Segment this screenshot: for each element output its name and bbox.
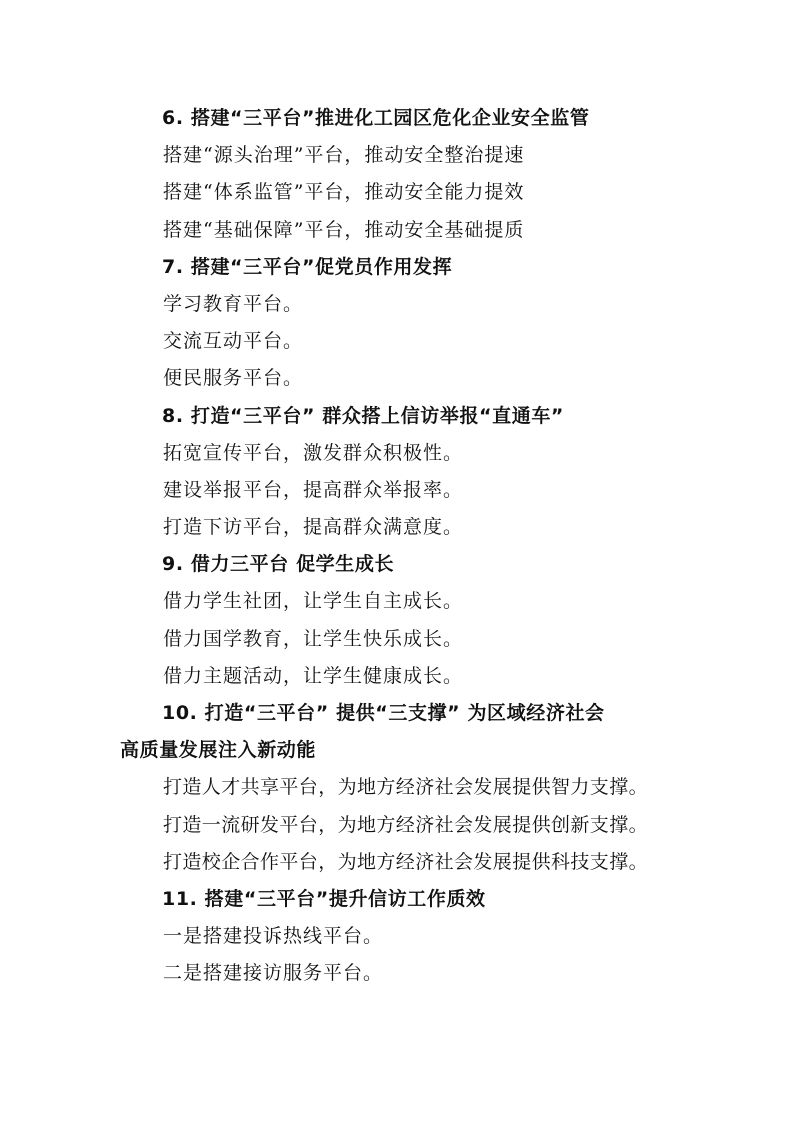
list-item: 打造校企合作平台，为地方经济社会发展提供科技支撑。 [163,850,649,873]
list-item: 搭建“体系监管”平台，推动安全能力提效 [163,181,525,204]
section-heading-10-continued: 高质量发展注入新动能 [120,739,317,762]
list-item: 一是搭建投诉热线平台。 [163,925,384,948]
list-item: 便民服务平台。 [163,367,304,390]
list-item: 建设举报平台，提高群众举报率。 [163,478,464,501]
section-heading-7: 7. 搭建“三平台”促党员作用发挥 [162,255,453,278]
list-item: 搭建“基础保障”平台，推动安全基础提质 [163,218,525,241]
list-item: 搭建“源头治理”平台，推动安全整治提速 [163,144,525,167]
list-item: 打造人才共享平台，为地方经济社会发展提供智力支撑。 [163,776,649,799]
list-item: 打造一流研发平台，为地方经济社会发展提供创新支撑。 [163,813,649,836]
list-item: 打造下访平台，提高群众满意度。 [163,516,464,539]
section-heading-8: 8. 打造“三平台” 群众搭上信访举报“直通车” [162,404,565,427]
section-heading-9: 9. 借力三平台 促学生成长 [162,553,395,576]
list-item: 二是搭建接访服务平台。 [163,962,384,985]
section-heading-6: 6. 搭建“三平台”推进化工园区危化企业安全监管 [162,107,590,129]
section-heading-11: 11. 搭建“三平台”提升信访工作质效 [162,887,486,910]
list-item: 借力国学教育，让学生快乐成长。 [163,627,464,650]
list-item: 拓宽宣传平台，激发群众积极性。 [163,441,464,464]
list-item: 交流互动平台。 [163,330,304,353]
list-item: 借力主题活动，让学生健康成长。 [163,664,464,687]
document-body [120,100,700,993]
list-item: 学习教育平台。 [163,292,304,315]
section-heading-10: 10. 打造“三平台” 提供“三支撑” 为区域经济社会 [162,702,605,724]
list-item: 借力学生社团，让学生自主成长。 [163,590,464,613]
